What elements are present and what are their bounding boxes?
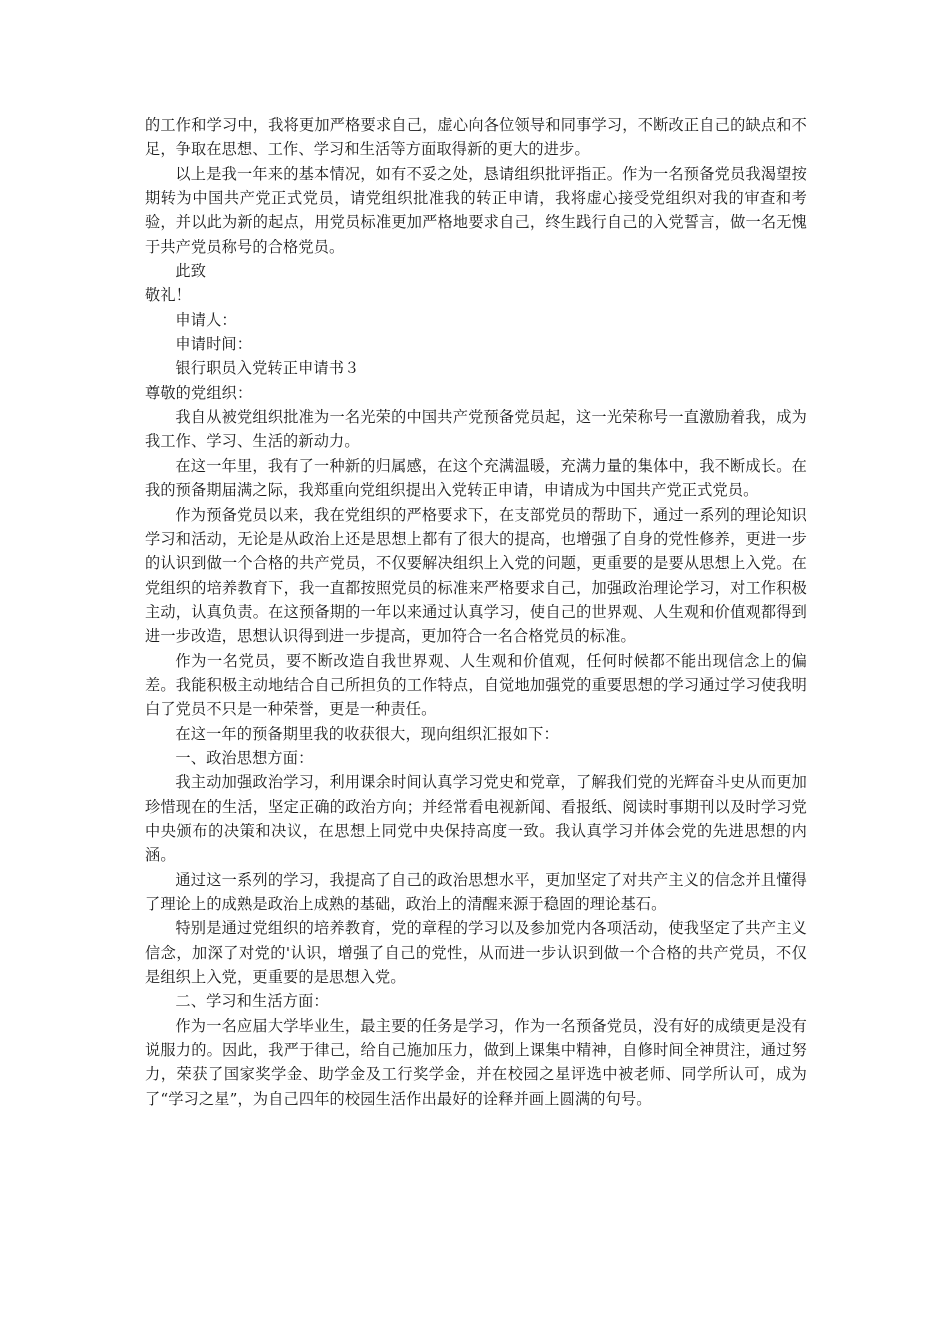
document-body (145, 113, 807, 1111)
paragraph-11: 作为预备党员以来，我在党组织的严格要求下，在支部党员的帮助下，通过一系列的理论知识学习和活动，无论是从政治上还是思想上都有了很大的提高，也增强了自身的党性修养，更进一步的认识到做一个合格的共产党员，不仅要解决组织上入党的问题，更重要的是要从思想上入党。在党组织的培养教育下，我一直都按照党员的标准来严格要求自己，加强政治理论学习，对工作积极主动，认真负责。在这预备期的一年以来通过认真学习，使自己的世界观、人生观和价值观都得到进一步改造，思想认识得到进一步提高，更加符合一名合格党员的标准。 (145, 505, 807, 646)
paragraph-13: 在这一年的预备期里我的收获很大，现向组织汇报如下： (175, 724, 559, 743)
heading-study-life: 二、学习和生活方面： (175, 992, 329, 1011)
paragraph-16: 通过这一系列的学习，我提高了自己的政治思想水平，更加坚定了对共产主义的信念并且懂得了理论上的成熟是政治上成熟的基础，政治上的清醒来源于稳固的理论基石。 (145, 870, 807, 913)
paragraph-12: 作为一名党员，要不断改造自我世界观、人生观和价值观，任何时候都不能出现信念上的偏差。我能积极主动地结合自己所担负的工作特点，自觉地加强党的重要思想的学习通过学习使我明白了党员不只是一种荣誉，更是一种责任。 (145, 651, 807, 719)
paragraph-17: 特别是通过党组织的培养教育，党的章程的学习以及参加党内各项活动，使我坚定了共产主义信念，加深了对党的'认识，增强了自己的党性，从而进一步认识到做一个合格的共产党员，不仅是组织上入党，更重要的是思想入党。 (145, 919, 807, 987)
paragraph-19: 作为一名应届大学毕业生，最主要的任务是学习，作为一名预备党员，没有好的成绩更是没有说服力的。因此，我严于律己，给自己施加压力，做到上课集中精神，自修时间全神贯注，通过努力，荣获了国家奖学金、助学金及工行奖学金，并在校园之星评选中被老师、同学所认可，成为了“学习之星”，为自己四年的校园生活作出最好的诠释并画上圆满的句号。 (145, 1016, 807, 1108)
section-title: 银行职员入党转正申请书３ (175, 359, 360, 378)
paragraph-2: 以上是我一年来的基本情况，如有不妥之处，恳请组织批评指正。作为一名预备党员我渴望按期转为中国共产党正式党员，请党组织批准我的转正申请，我将虚心接受党组织对我的审查和考验，并以此为新的起点，用党员标准更加严格地要求自己，终生践行自己的入党誓言，做一名无愧于共产党员称号的合格党员。 (145, 164, 807, 256)
heading-political: 一、政治思想方面： (175, 748, 314, 767)
application-date-label: 申请时间： (175, 335, 253, 354)
paragraph-10: 在这一年里，我有了一种新的归属感，在这个充满温暖，充满力量的集体中，我不断成长。在我的预备期届满之际，我郑重向党组织提出入党转正申请，申请成为中国共产党正式党员。 (145, 456, 807, 500)
closing-cizhi: 此致 (175, 262, 207, 281)
paragraph-1: 的工作和学习中，我将更加严格要求自己，虚心向各位领导和同事学习，不断改正自己的缺点和不足，争取在思想、工作、学习和生活等方面取得新的更大的进步。 (145, 116, 807, 159)
applicant-label: 申请人： (175, 310, 237, 329)
closing-jingli: 敬礼！ (145, 286, 192, 305)
salutation: 尊敬的党组织： (145, 383, 253, 402)
paragraph-15: 我主动加强政治学习，利用课余时间认真学习党史和党章，了解我们党的光辉奋斗史从而更加珍惜现在的生活，坚定正确的政治方向；并经常看电视新闻、看报纸、阅读时事期刊以及时学习党中央颁布的决策和决议，在思想上同党中央保持高度一致。我认真学习并体会党的先进思想的内涵。 (145, 773, 807, 865)
paragraph-9: 我自从被党组织批准为一名光荣的中国共产党预备党员起，这一光荣称号一直激励着我，成为我工作、学习、生活的新动力。 (145, 408, 807, 451)
